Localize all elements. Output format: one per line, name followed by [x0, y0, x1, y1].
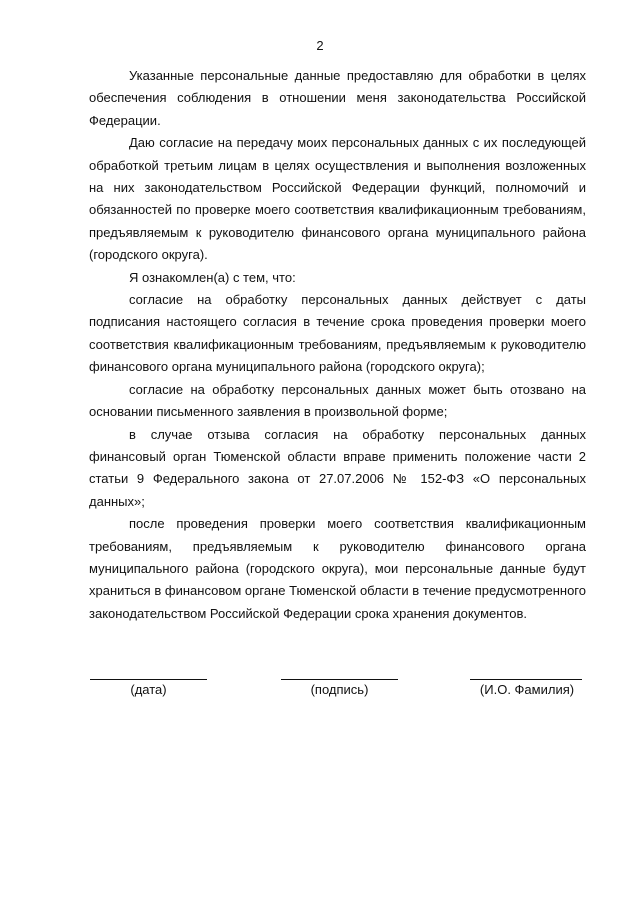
- signature-sign-block: [281, 669, 398, 698]
- name-line: [470, 679, 582, 680]
- signature-line: [281, 679, 398, 680]
- name-caption: (И.О. Фамилия): [479, 682, 575, 697]
- signature-caption: (подпись): [310, 682, 369, 697]
- paragraph-purpose: Указанные персональные данные предоставляю для обработки в целях обеспечения соблюдения в отношении меня законодательства Российской Федерации.: [89, 68, 586, 128]
- paragraph-consent-revocation: согласие на обработку персональных данных может быть отозвано на основании письменного заявления в произвольной форме;: [89, 381, 586, 420]
- paragraph-acknowledgement: Я ознакомлен(а) с тем, что:: [129, 269, 296, 285]
- date-caption: (дата): [130, 682, 167, 697]
- paragraph-transfer-consent: Даю согласие на передачу моих персональных данных с их последующей обработкой третьим лицам в целях осуществления и выполнения возложенных на них законодательством Российской Федерации функций, полномочий и обязанностей по проверке моего соответствия квалификационным требованиям, предъявляемым к руководителю финансового органа муниципального района (городского округа).: [89, 135, 586, 263]
- document-body: [89, 65, 586, 625]
- page-number: 2: [316, 38, 324, 53]
- signature-date-block: [90, 669, 207, 698]
- paragraph-data-storage: после проведения проверки моего соответствия квалификационным требованиям, предъявляемым к руководителю финансового органа муниципального района (городского округа), мои персональные данные будут храниться в финансовом органе Тюменской области в течение предусмотренного законодательством Российской Федерации срока хранения документов.: [89, 516, 586, 621]
- paragraph-consent-validity: согласие на обработку персональных данных действует с даты подписания настоящего согласия в течение срока проведения проверки моего соответствия квалификационным требованиям, предъявляемым к руководителю финансового органа муниципального района (городского округа);: [89, 292, 586, 375]
- date-line: [90, 679, 207, 680]
- signature-row: [0, 669, 640, 709]
- signature-name-block: [470, 669, 582, 698]
- paragraph-revocation-consequence: в случае отзыва согласия на обработку персональных данных финансовый орган Тюменской области вправе применить положение части 2 статьи 9 Федерального закона от 27.07.2006 № 152-ФЗ «О персональных данных»;: [89, 426, 586, 509]
